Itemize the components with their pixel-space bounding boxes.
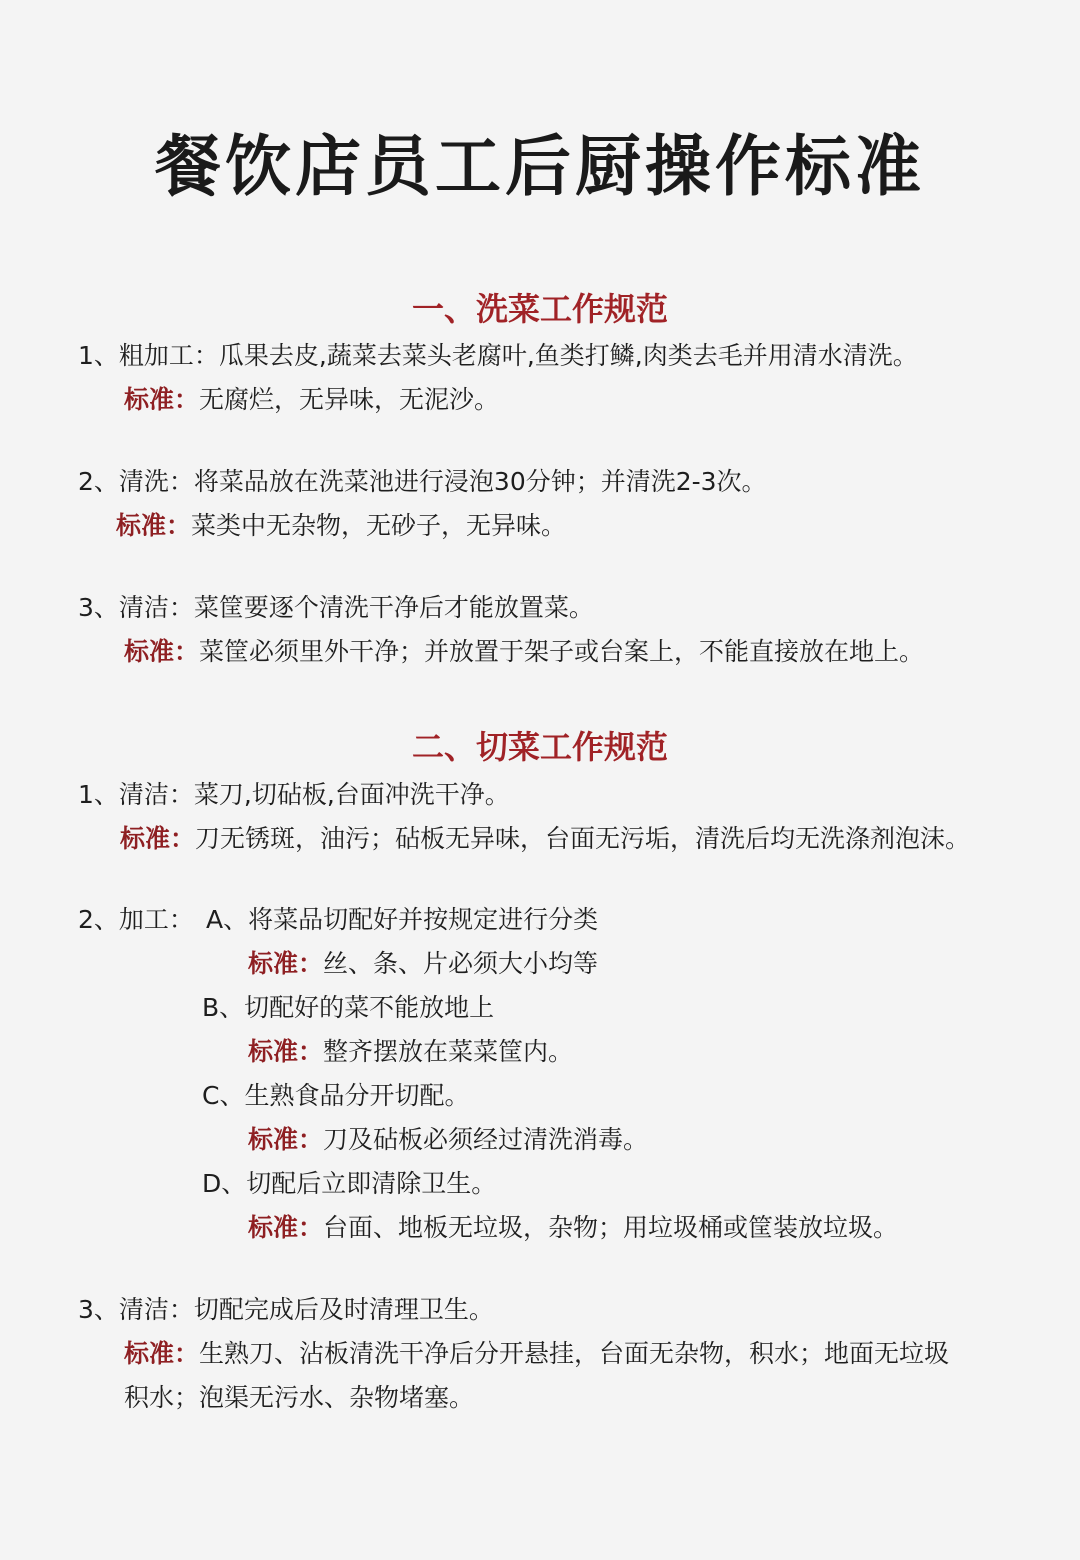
standard-text: 刀无锈斑，油污；砧板无异味，台面无污垢，清洗后均无洗涤剂泡沫。 (195, 824, 971, 853)
standard-continuation: 积水；泡渠无污水、杂物堵塞。 (124, 1383, 475, 1412)
standard-text: 无腐烂，无异味，无泥沙。 (199, 385, 500, 414)
subitem-standard-line (248, 1032, 573, 1072)
standard-label: 标准： (116, 511, 192, 540)
standard-text: 刀及砧板必须经过清洗消毒。 (323, 1125, 649, 1154)
item-text: 2、清洗：将菜品放在洗菜池进行浸泡30分钟；并清洗2-3次。 (78, 467, 767, 496)
standard-label: 标准： (248, 1037, 324, 1066)
standard-label: 标准： (248, 949, 324, 978)
section-heading-washing: 一、洗菜工作规范 (411, 290, 668, 328)
standard-text: 菜类中无杂物，无砂子，无异味。 (191, 511, 567, 540)
item-standard-line (116, 506, 566, 546)
subitem-text: B、切配好的菜不能放地上 (202, 993, 495, 1022)
section-heading-cutting: 二、切菜工作规范 (411, 728, 668, 766)
item-text: 3、清洁：菜筐要逐个清洗干净后才能放置菜。 (78, 593, 594, 622)
standard-label: 标准： (248, 1213, 324, 1242)
standard-text: 生熟刀、沾板清洗干净后分开悬挂，台面无杂物，积水；地面无垃圾 (199, 1339, 950, 1368)
standard-text: 整齐摆放在菜菜筐内。 (323, 1037, 574, 1066)
item-text: 3、清洁：切配完成后及时清理卫生。 (78, 1295, 494, 1324)
standard-label: 标准： (248, 1125, 324, 1154)
item-text: 2、加工： (78, 905, 194, 934)
subitem-standard-line (248, 1120, 648, 1160)
subitem-text: C、生熟食品分开切配。 (202, 1081, 470, 1110)
item-standard-line (124, 380, 499, 420)
standard-label: 标准： (120, 824, 196, 853)
standard-label: 标准： (124, 637, 200, 666)
item-standard-line (124, 632, 924, 672)
standard-label: 标准： (124, 1339, 200, 1368)
subitem-standard-line (248, 944, 598, 984)
subitem-text: A、将菜品切配好并按规定进行分类 (206, 905, 599, 934)
item-text: 1、粗加工：瓜果去皮,蔬菜去菜头老腐叶,鱼类打鳞,肉类去毛并用清水清洗。 (78, 341, 918, 370)
page-title: 餐饮店员工后厨操作标准 (155, 128, 925, 205)
item-standard-line (120, 819, 970, 859)
standard-text: 台面、地板无垃圾，杂物；用垃圾桶或筐装放垃圾。 (323, 1213, 899, 1242)
subitem-standard-line (248, 1208, 898, 1248)
item-text: 1、清洁：菜刀,切砧板,台面冲洗干净。 (78, 780, 510, 809)
standard-label: 标准： (124, 385, 200, 414)
subitem-text: D、切配后立即清除卫生。 (202, 1169, 497, 1198)
item-standard-line (124, 1334, 949, 1374)
standard-text: 菜筐必须里外干净；并放置于架子或台案上，不能直接放在地上。 (199, 637, 925, 666)
standard-text: 丝、条、片必须大小均等 (323, 949, 599, 978)
